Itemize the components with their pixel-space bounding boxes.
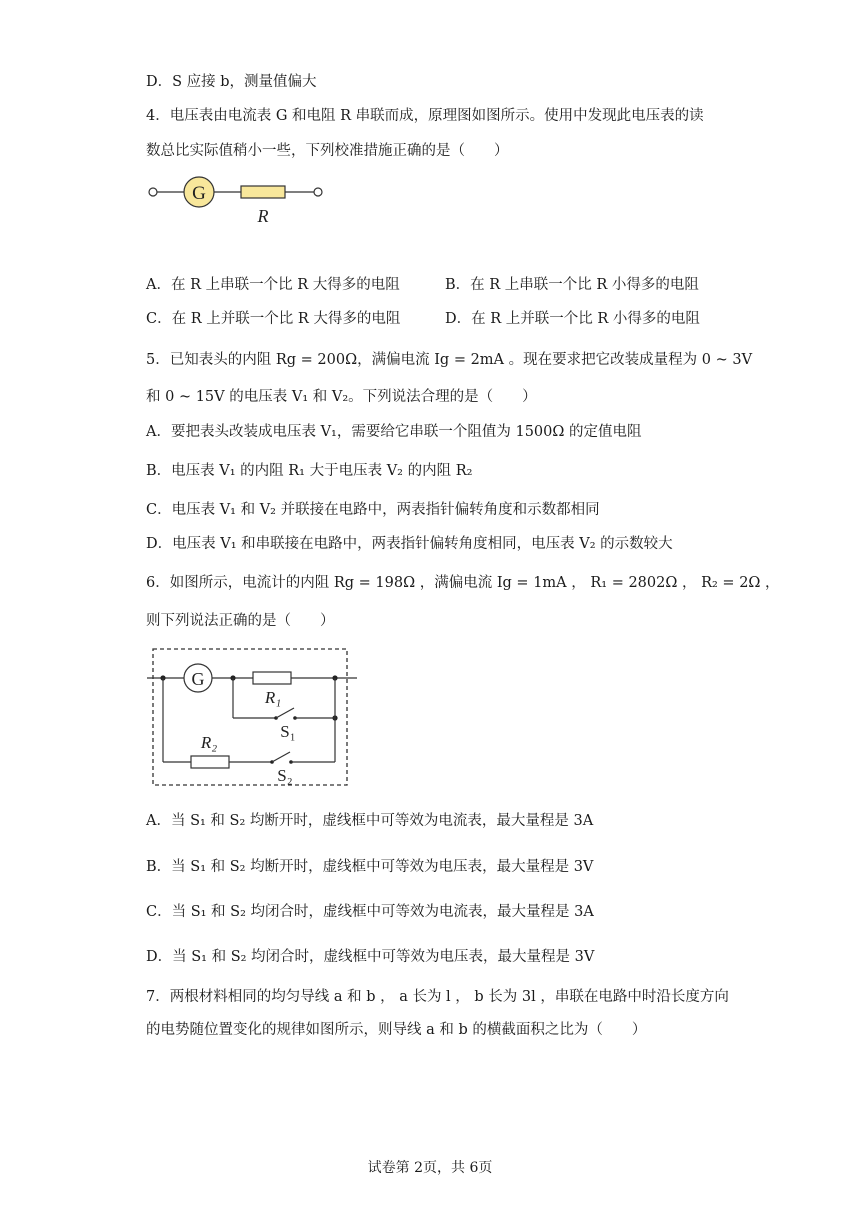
resistor-r [241,186,285,198]
resistor-label: R [257,206,269,226]
q4-option-c: C．在 R 上并联一个比 R 大得多的电阻 [146,311,401,327]
switch-s2 [272,752,290,762]
q6-stem-line1: 6．如图所示，电流计的内阻 Rg = 198Ω ，满偏电流 Ig = 1mA ， R₁ = 2802Ω ， R₂ = 2Ω ， [146,575,780,591]
s2-label: S₂ [277,766,293,785]
q5-option-c: C．电压表 V₁ 和 V₂ 并联接在电路中，两表指针偏转角度和示数都相同 [146,502,600,518]
q5-option-a: A．要把表头改装成电压表 V₁，需要给它串联一个阻值为 1500Ω 的定值电阻 [146,424,642,440]
terminal-left [149,188,157,196]
galvanometer-label: G [192,183,206,204]
q3-option-d: D．S 应接 b，测量值偏大 [146,74,317,90]
q4-option-d: D．在 R 上并联一个比 R 小得多的电阻 [445,311,700,327]
q5-option-b: B．电压表 V₁ 的内阻 R₁ 大于电压表 V₂ 的内阻 R₂ [146,463,473,479]
r2-label: R₂ [200,733,218,752]
q4-circuit-figure [140,172,340,232]
q6-option-d: D．当 S₁ 和 S₂ 均闭合时，虚线框中可等效为电压表，最大量程是 3V [146,949,595,965]
galvanometer-label: G [191,669,205,689]
q4-stem-line2: 数总比实际值稍小一些，下列校准措施正确的是（ ） [146,143,509,159]
q4-stem-line1: 4．电压表由电流表 G 和电阻 R 串联而成，原理图如图所示。使用中发现此电压表的读 [146,108,704,124]
q6-stem-line2: 则下列说法正确的是（ ） [146,613,335,629]
q7-stem-line1: 7．两根材料相同的均匀导线 a 和 b ， a 长为 l ， b 长为 3l ，串联在电路中时沿长度方向 [146,989,729,1005]
q6-option-b: B．当 S₁ 和 S₂ 均断开时，虚线框中可等效为电压表，最大量程是 3V [146,859,594,875]
q5-stem-line2: 和 0 ~ 15V 的电压表 V₁ 和 V₂。下列说法合理的是（ ） [146,389,537,405]
q7-stem-line2: 的电势随位置变化的规律如图所示，则导线 a 和 b 的横截面积之比为（ ） [146,1022,647,1038]
page-footer: 试卷第 2页，共 6页 [367,1160,493,1176]
q6-option-a: A．当 S₁ 和 S₂ 均断开时，虚线框中可等效为电流表，最大量程是 3A [146,813,594,829]
switch-s1 [276,708,294,718]
q6-circuit-figure [145,645,365,790]
r1-label: R₁ [264,688,282,707]
terminal-right [314,188,322,196]
q5-stem-line1: 5．已知表头的内阻 Rg = 200Ω，满偏电流 Ig = 2mA 。现在要求把它改装成量程为 0 ~ 3V [146,352,753,368]
resistor-r2 [191,756,229,768]
q4-option-b: B．在 R 上串联一个比 R 小得多的电阻 [445,277,699,293]
q6-option-c: C．当 S₁ 和 S₂ 均闭合时，虚线框中可等效为电流表，最大量程是 3A [146,904,594,920]
resistor-r1 [253,672,291,684]
dashed-box [153,649,347,785]
s1-label: S₁ [280,722,296,741]
q5-option-d: D．电压表 V₁ 和串联接在电路中，两表指针偏转角度相同，电压表 V₂ 的示数较大 [146,536,673,552]
q4-option-a: A．在 R 上串联一个比 R 大得多的电阻 [146,277,400,293]
